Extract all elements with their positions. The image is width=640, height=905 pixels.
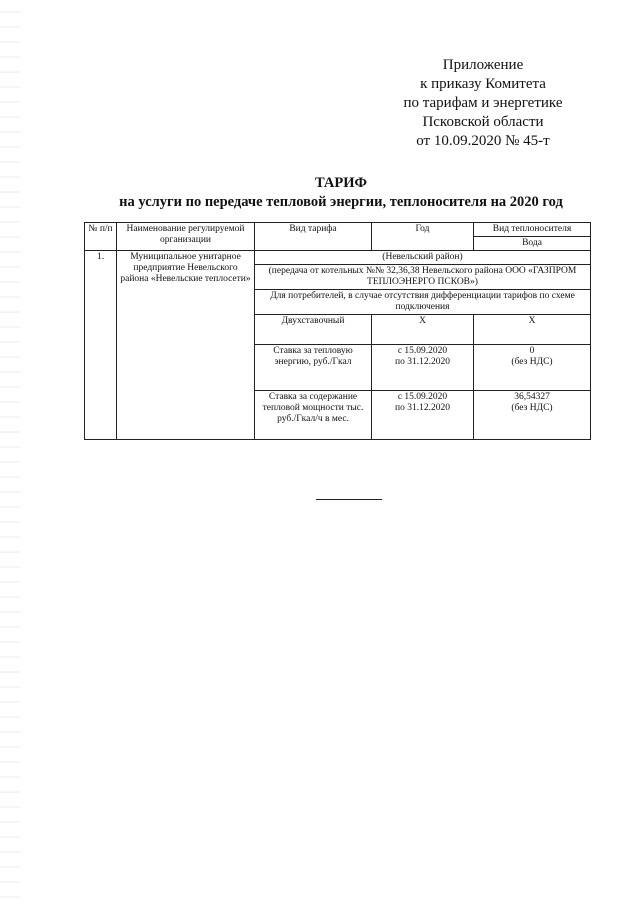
two-part-value: Х <box>474 315 591 345</box>
row-num: 1. <box>85 251 117 440</box>
tariff-table <box>84 222 591 440</box>
row-consumers: Для потребителей, в случае отсутствия дифференциации тарифов по схеме подключения <box>255 290 591 315</box>
table-header-row <box>85 223 591 237</box>
capacity-rate-period <box>372 391 474 440</box>
energy-rate-period <box>372 345 474 391</box>
closing-divider <box>316 499 382 500</box>
appendix-header <box>388 56 578 151</box>
vat-note: (без НДС) <box>511 357 553 367</box>
scan-edge-noise <box>0 0 20 905</box>
header-num: № п/п <box>85 223 117 251</box>
title-subtitle: на услуги по передаче тепловой энергии, теплоносителя на 2020 год <box>119 194 563 210</box>
table-row <box>85 251 591 265</box>
row-org: Муниципальное унитарное предприятие Невельского района «Невельские теплосети» <box>117 251 255 440</box>
appendix-line: от 10.09.2020 № 45-т <box>416 133 550 149</box>
rate-value: 0 <box>529 346 535 356</box>
energy-rate-value <box>474 345 591 391</box>
title-main: ТАРИФ <box>314 175 367 191</box>
header-carrier-value: Вода <box>474 237 591 251</box>
rate-value: 36,54327 <box>514 392 550 402</box>
capacity-rate-label: Ставка за содержание тепловой мощности тыс. руб./Гкал/ч в мес. <box>255 391 372 440</box>
capacity-rate-value <box>474 391 591 440</box>
two-part-year: Х <box>372 315 474 345</box>
header-org: Наименование регулируемой организации <box>117 223 255 251</box>
period-to: по 31.12.2020 <box>395 403 450 413</box>
appendix-line: Приложение <box>442 57 524 73</box>
period-from: с 15.09.2020 <box>397 346 448 356</box>
energy-rate-label: Ставка за тепловую энергию, руб./Гкал <box>255 345 372 391</box>
row-transfer: (передача от котельных №№ 32,36,38 Невельского района ООО «ГАЗПРОМ ТЕПЛОЭНЕРГО ПСКОВ») <box>255 265 591 290</box>
appendix-line: Псковской области <box>422 114 544 130</box>
two-part-label: Двухставочный <box>255 315 372 345</box>
period-to: по 31.12.2020 <box>395 357 450 367</box>
header-carrier: Вид теплоносителя <box>474 223 591 237</box>
appendix-line: к приказу Комитета <box>420 76 546 92</box>
header-year: Год <box>372 223 474 251</box>
row-district: (Невельский район) <box>255 251 591 265</box>
vat-note: (без НДС) <box>511 403 553 413</box>
document-title <box>86 174 596 212</box>
header-tariff-type: Вид тарифа <box>255 223 372 251</box>
period-from: с 15.09.2020 <box>397 392 448 402</box>
appendix-line: по тарифам и энергетике <box>403 95 563 111</box>
